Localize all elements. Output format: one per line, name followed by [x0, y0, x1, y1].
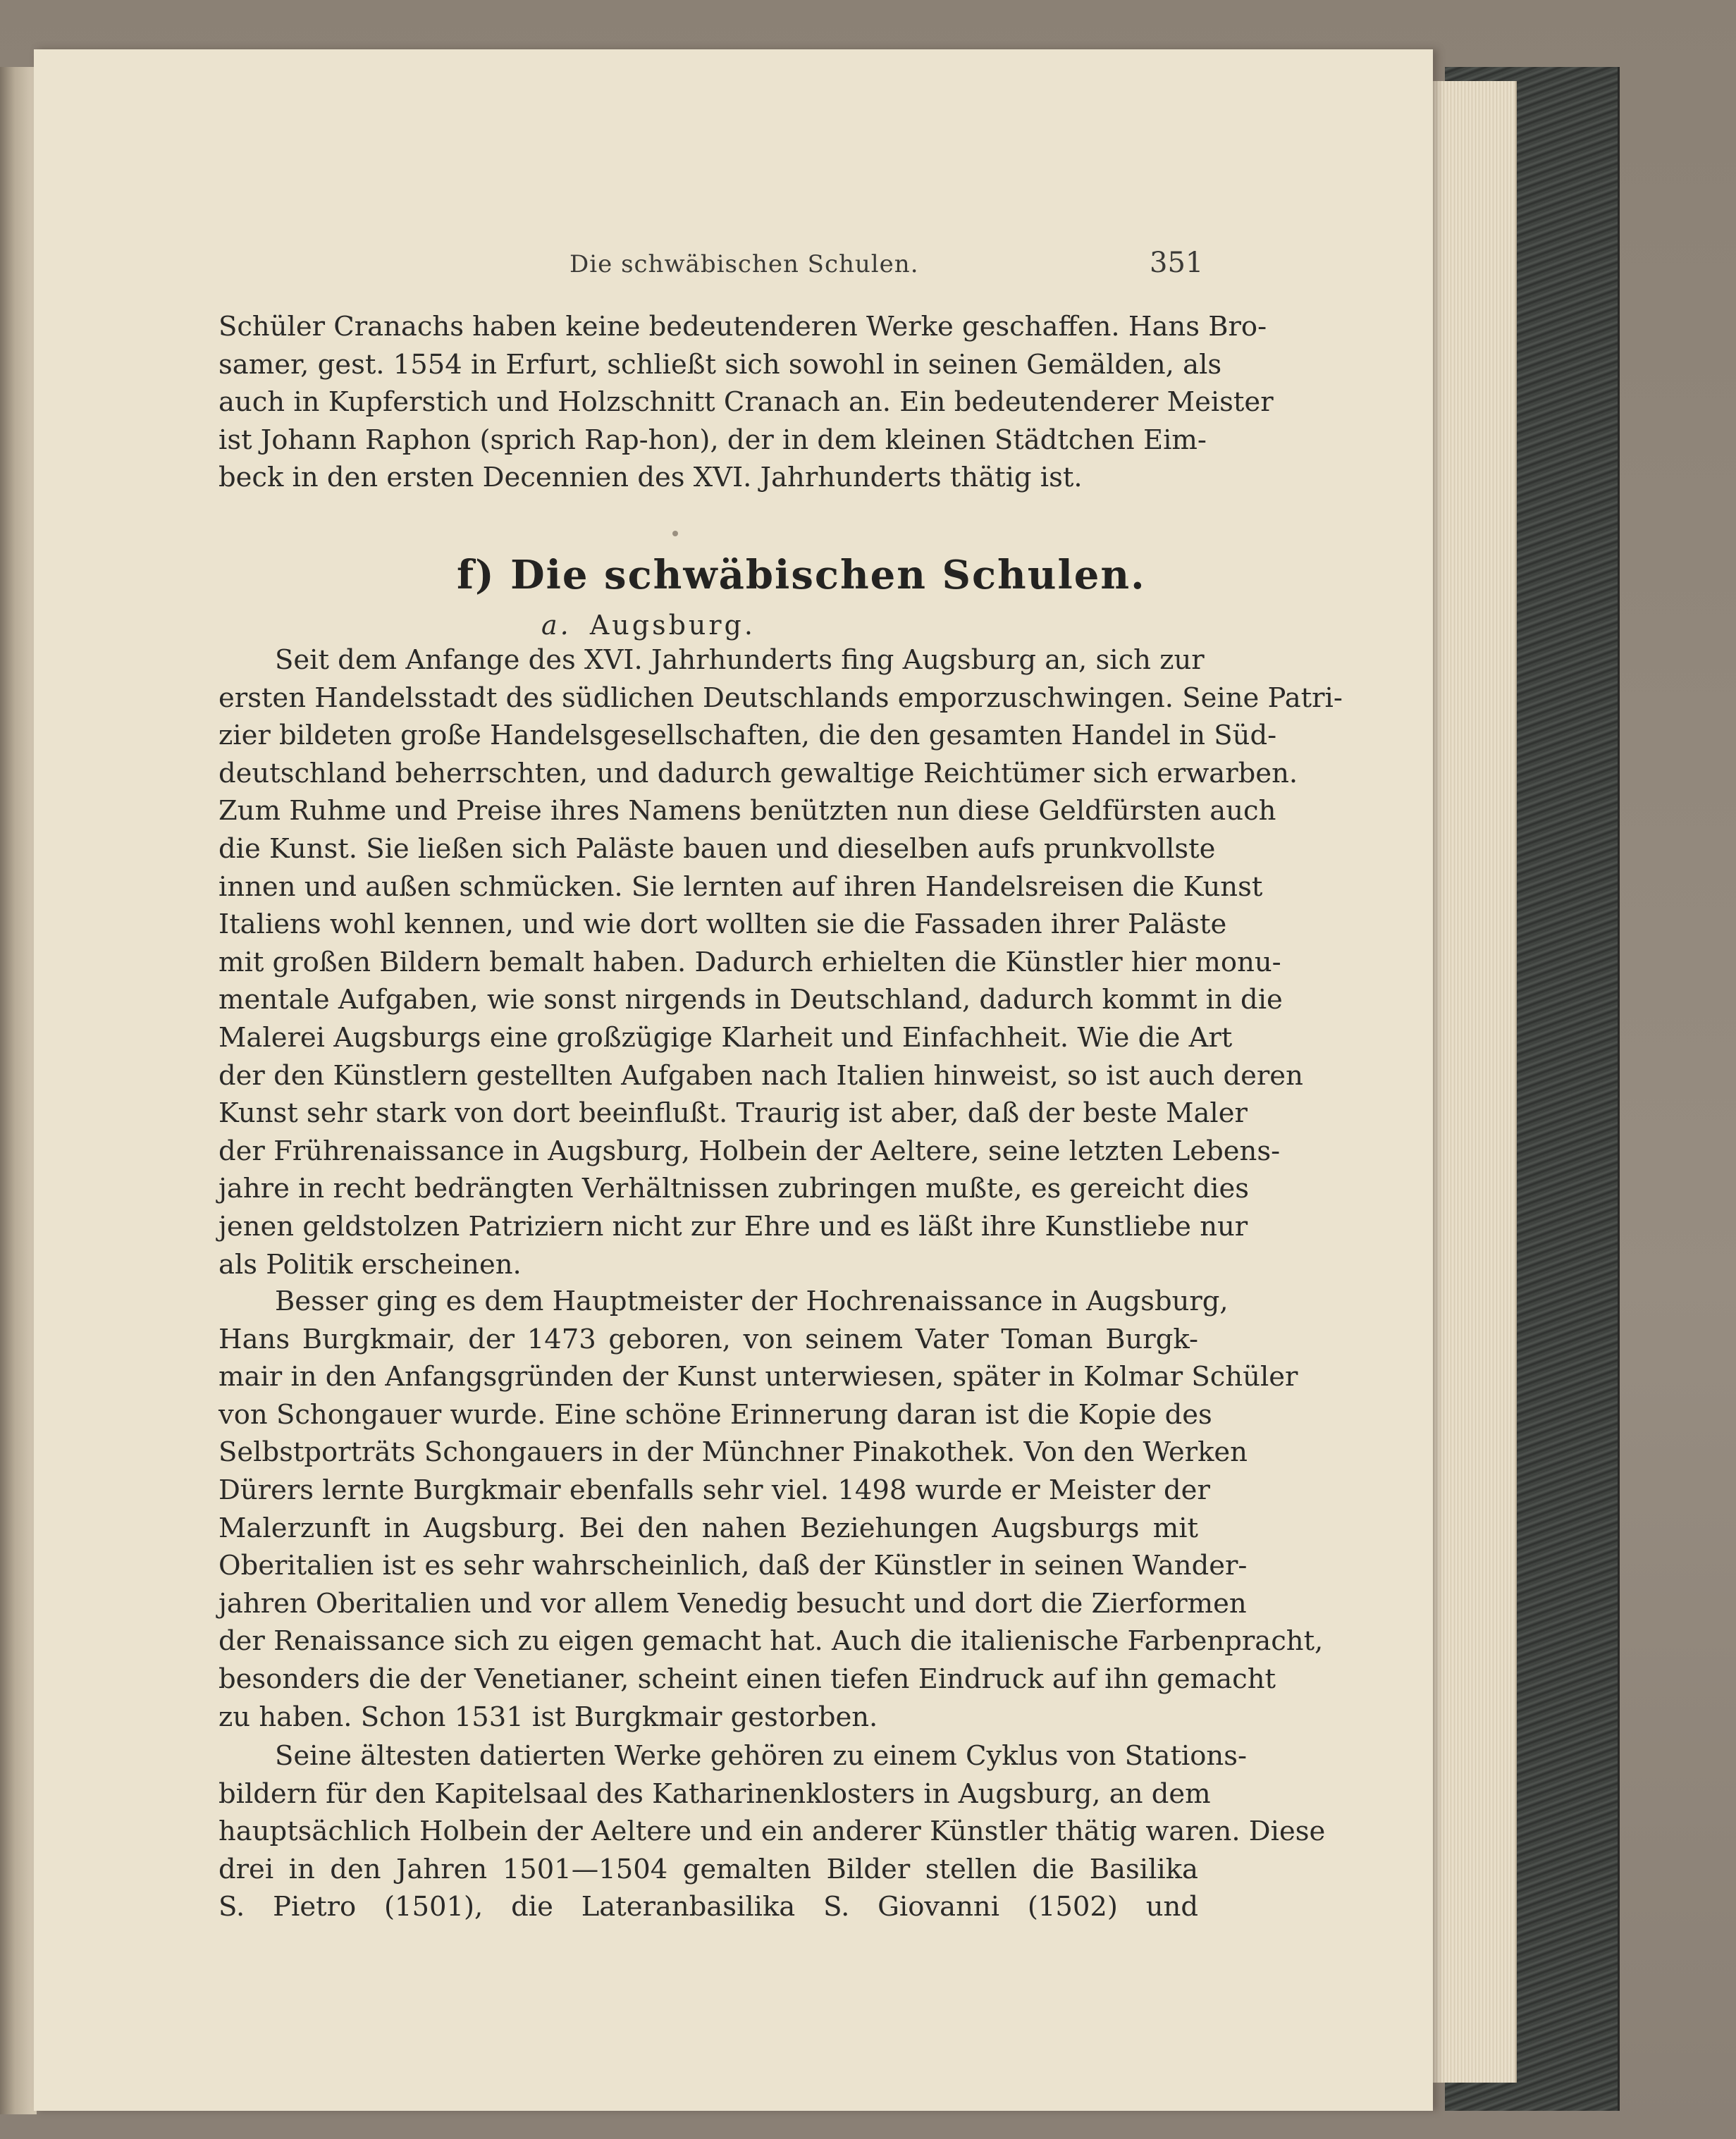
text-line: S. Pietro (1501), die Lateranbasilika S. Giovanni (1502) und — [218, 1891, 1198, 1923]
paragraph-intro — [218, 308, 1274, 497]
text-line: Oberitalien ist es sehr wahrscheinlich, daß der Künstler in seinen Wander- — [218, 1550, 1248, 1582]
text-line: Malerei Augsburgs eine großzügige Klarheit und Einfachheit. Wie die Art — [218, 1021, 1233, 1054]
previous-page-edge — [0, 67, 37, 2114]
text-line: mit großen Bildern bemalt haben. Dadurch erhielten die Künstler hier monu- — [218, 946, 1281, 978]
text-line: von Schongauer wurde. Eine schöne Erinnerung daran ist die Kopie des — [218, 1398, 1212, 1431]
text-line: zier bildeten große Handelsgesellschaften, die den gesamten Handel in Süd- — [218, 720, 1277, 752]
text-line: der Frührenaissance in Augsburg, Holbein der Aeltere, seine letzten Lebens- — [218, 1135, 1281, 1167]
text-line: ersten Handelsstadt des südlichen Deutschlands emporzuschwingen. Seine Patri- — [218, 682, 1343, 714]
text-line: jenen geldstolzen Patriziern nicht zur Ehre und es läßt ihre Kunstliebe nur — [218, 1210, 1248, 1243]
subsection-letter: a. — [541, 610, 572, 641]
text-line: Zum Ruhme und Preise ihres Namens benützten nun diese Geldfürsten auch — [218, 795, 1276, 827]
page-number: 351 — [1150, 247, 1204, 279]
text-line: als Politik erscheinen. — [218, 1248, 522, 1281]
text-line: innen und außen schmücken. Sie lernten auf ihren Handelsreisen die Kunst — [218, 870, 1263, 903]
text-line: der den Künstlern gestellten Aufgaben nach Italien hinweist, so ist auch deren — [218, 1059, 1303, 1092]
text-line: Selbstporträts Schongauers in der Münchner Pinakothek. Von den Werken — [218, 1436, 1248, 1469]
text-line: hauptsächlich Holbein der Aeltere und ein anderer Künstler thätig waren. Diese — [218, 1816, 1326, 1848]
text-line: ist Johann Raphon (sprich Rap-hon), der in dem kleinen Städtchen Eim- — [218, 424, 1207, 456]
paragraph-works — [218, 1737, 1326, 1926]
text-line: die Kunst. Sie ließen sich Paläste bauen und dieselben aufs prunkvollste — [218, 832, 1216, 865]
text-line: mair in den Anfangsgründen der Kunst unterwiesen, später in Kolmar Schüler — [218, 1361, 1298, 1393]
text-line: zu haben. Schon 1531 ist Burgkmair gestorben. — [218, 1701, 878, 1733]
text-line: der Renaissance sich zu eigen gemacht hat. Auch die italienische Farbenpracht, — [218, 1625, 1324, 1658]
text-line: auch in Kupferstich und Holzschnitt Cranach an. Ein bedeutenderer Meister — [218, 386, 1274, 419]
text-line: drei in den Jahren 1501—1504 gemalten Bilder stellen die Basilika — [218, 1853, 1198, 1885]
book-page — [34, 49, 1433, 2111]
text-line: mentale Aufgaben, wie sonst nirgends in Deutschland, dadurch kommt in die — [218, 984, 1283, 1016]
subsection-title: Augsburg. — [589, 610, 756, 641]
running-header: Die schwäbischen Schulen. — [570, 250, 919, 278]
subsection-heading — [541, 610, 756, 641]
print-mark — [672, 531, 678, 536]
paragraph-burgkmair — [218, 1283, 1324, 1736]
paragraph-augsburg — [218, 641, 1343, 1283]
text-line: besonders die der Venetianer, scheint einen tiefen Eindruck auf ihn gemacht — [218, 1663, 1276, 1695]
text-line: Hans Burgkmair, der 1473 geboren, von seinem Vater Toman Burgk- — [218, 1323, 1198, 1355]
section-letter: f) — [457, 552, 495, 598]
text-line: Dürers lernte Burgkmair ebenfalls sehr viel. 1498 wurde er Meister der — [218, 1474, 1210, 1506]
text-line: bildern für den Kapitelsaal des Katharinenklosters in Augsburg, an dem — [218, 1777, 1211, 1810]
text-line: Seine ältesten datierten Werke gehören zu einem Cyklus von Stations- — [275, 1740, 1247, 1772]
text-line: samer, gest. 1554 in Erfurt, schließt sich sowohl in seinen Gemälden, als — [218, 348, 1222, 381]
section-heading — [457, 552, 1146, 598]
text-line: Italiens wohl kennen, und wie dort wollten sie die Fassaden ihrer Paläste — [218, 908, 1227, 941]
text-line: Malerzunft in Augsburg. Bei den nahen Beziehungen Augsburgs mit — [218, 1512, 1198, 1544]
text-line: beck in den ersten Decennien des XVI. Jahrhunderts thätig ist. — [218, 462, 1083, 494]
text-line: jahre in recht bedrängten Verhältnissen zubringen mußte, es gereicht dies — [218, 1173, 1250, 1205]
text-line: Seit dem Anfange des XVI. Jahrhunderts fing Augsburg an, sich zur — [275, 644, 1205, 676]
text-line: Besser ging es dem Hauptmeister der Hochrenaissance in Augsburg, — [275, 1286, 1229, 1317]
text-line: Schüler Cranachs haben keine bedeutenderen Werke geschaffen. Hans Bro- — [218, 311, 1267, 343]
text-line: jahren Oberitalien und vor allem Venedig besucht und dort die Zierformen — [218, 1587, 1247, 1620]
text-line: deutschland beherrschten, und dadurch gewaltige Reichtümer sich erwarben. — [218, 757, 1298, 789]
text-line: Kunst sehr stark von dort beeinflußt. Traurig ist aber, daß der beste Maler — [218, 1097, 1248, 1130]
section-title: Die schwäbischen Schulen. — [510, 552, 1146, 598]
